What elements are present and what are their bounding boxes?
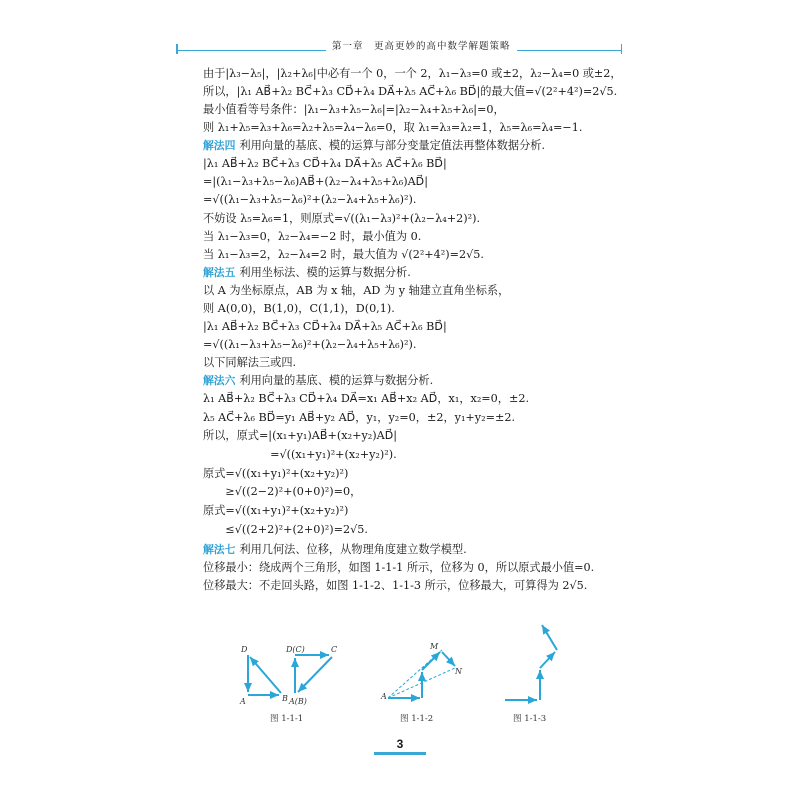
- fig2-label-a: A: [381, 692, 387, 701]
- text-line: 原式=√((x₁+y₁)²+(x₂+y₂)²): [203, 504, 349, 517]
- text-line: 所以，|λ₁ AB⃗+λ₂ BC⃗+λ₃ CD⃗+λ₄ DA⃗+λ₅ AC⃗+λ₆ BD⃗|的最大值=√(2²+4²)=2√5.: [203, 85, 618, 98]
- fig1-label-ab: A(B): [289, 697, 307, 706]
- solution-heading: 解法四: [203, 139, 236, 152]
- figure-1-1-2: [388, 650, 455, 698]
- text-line: =√((λ₁−λ₃+λ₅−λ₆)²+(λ₂−λ₄+λ₅+λ₆)²).: [203, 338, 417, 351]
- text-line: 以 A 为坐标原点，AB 为 x 轴，AD 为 y 轴建立直角坐标系，: [203, 284, 510, 297]
- text-line: |λ₁ AB⃗+λ₂ BC⃗+λ₃ CD⃗+λ₄ DA⃗+λ₅ AC⃗+λ₆ BD⃗|: [203, 320, 447, 333]
- text-line: 则 A(0,0)，B(1,0)，C(1,1)，D(0,1).: [203, 302, 395, 315]
- text-line: =|(λ₁−λ₃+λ₅−λ₆)AB⃗+(λ₂−λ₄+λ₅+λ₆)AD⃗|: [203, 175, 429, 188]
- figure-caption-1-1-2: 图 1-1-2: [400, 714, 434, 724]
- text-line: 以下同解法三或四.: [203, 356, 297, 369]
- solution-description: 利用坐标法、模的运算与数据分析.: [239, 266, 411, 279]
- figure-1-1-3: [505, 625, 557, 700]
- running-header: [176, 38, 622, 54]
- figure-1-1-1-triangle-right: [295, 655, 332, 693]
- text-line: [203, 138, 545, 154]
- solution-description: 利用向量的基底、模的运算与部分变量定值法再整体数据分析.: [239, 139, 546, 152]
- fig1-label-dc: D(C): [286, 645, 305, 654]
- figure-1-1-1-triangle-left: [248, 655, 281, 695]
- page-number: 3: [396, 737, 404, 751]
- solution-heading: 解法七: [203, 543, 236, 556]
- text-line: 位移最大：不走回头路，如图 1-1-2、1-1-3 所示，位移最大，可算得为 2√5.: [203, 579, 588, 592]
- text-line: ≥√((2−2)²+(0+0)²)=0，: [203, 485, 362, 498]
- fig2-label-n: N: [455, 667, 462, 676]
- fig1-label-a: A: [240, 697, 246, 706]
- text-line: [203, 542, 467, 558]
- text-line: |λ₁ AB⃗+λ₂ BC⃗+λ₃ CD⃗+λ₄ DA⃗+λ₅ AC⃗+λ₆ BD⃗|: [203, 157, 447, 170]
- chapter-title: 第一章 更高更妙的高中数学解题策略: [326, 38, 517, 52]
- figure-caption-1-1-3: 图 1-1-3: [513, 714, 547, 724]
- header-tick-left: [176, 44, 178, 54]
- text-line: 当 λ₁−λ₃=0，λ₂−λ₄=−2 时，最小值为 0.: [203, 230, 422, 243]
- text-line: 位移最小：绕成两个三角形，如图 1-1-1 所示，位移为 0，所以原式最小值=0.: [203, 561, 595, 574]
- text-line: ≤√((2+2)²+(2+0)²)=2√5.: [203, 523, 368, 536]
- text-line: 当 λ₁−λ₃=2，λ₂−λ₄=2 时，最大值为 √(2²+4²)=2√5.: [203, 248, 484, 261]
- fig2-label-m: M: [430, 642, 439, 651]
- fig1-label-c: C: [331, 645, 338, 654]
- text-line: 由于|λ₃−λ₅|，|λ₂+λ₆|中必有一个 0，一个 2，λ₁−λ₃=0 或±2，λ₂−λ₄=0 或±2，: [203, 67, 622, 80]
- text-line: =√((λ₁−λ₃+λ₅−λ₆)²+(λ₂−λ₄+λ₅+λ₆)²).: [203, 193, 417, 206]
- text-line: 最小值看等号条件：|λ₁−λ₃+λ₅−λ₆|=|λ₂−λ₄+λ₅+λ₆|=0，: [203, 103, 505, 116]
- figure-caption-1-1-1: 图 1-1-1: [270, 714, 304, 724]
- page-number-bar: [374, 752, 426, 755]
- text-line: =√((x₁+y₁)²+(x₂+y₂)²).: [203, 448, 397, 461]
- solution-description: 利用向量的基底、模的运算与数据分析.: [239, 374, 434, 387]
- solution-heading: 解法五: [203, 266, 236, 279]
- text-line: 则 λ₁+λ₅=λ₃+λ₆=λ₂+λ₅=λ₄−λ₆=0，取 λ₁=λ₃=λ₂=1，λ₅=λ₆=λ₄=−1.: [203, 121, 583, 134]
- text-line: λ₁ AB⃗+λ₂ BC⃗+λ₃ CD⃗+λ₄ DA⃗=x₁ AB⃗+x₂ AD⃗，x₁，x₂=0，±2.: [203, 392, 530, 405]
- header-tick-right: [621, 44, 623, 54]
- solution-description: 利用几何法、位移，从物理角度建立数学模型.: [239, 543, 467, 556]
- text-line: [203, 265, 411, 281]
- text-line: 原式=√((x₁+y₁)²+(x₂+y₂)²): [203, 467, 349, 480]
- text-line: [203, 373, 433, 389]
- fig1-label-b: B: [282, 694, 288, 703]
- fig1-label-d: D: [241, 645, 248, 654]
- text-line: 所以，原式=|(x₁+y₁)AB⃗+(x₂+y₂)AD⃗|: [203, 429, 398, 442]
- text-line: λ₅ AC⃗+λ₆ BD⃗=y₁ AB⃗+y₂ AD⃗，y₁，y₂=0，±2，y₁+y₂=±2.: [203, 411, 516, 424]
- solution-heading: 解法六: [203, 374, 236, 387]
- text-line: 不妨设 λ₅=λ₆=1，则原式=√((λ₁−λ₃)²+(λ₂−λ₄+2)²).: [203, 212, 481, 225]
